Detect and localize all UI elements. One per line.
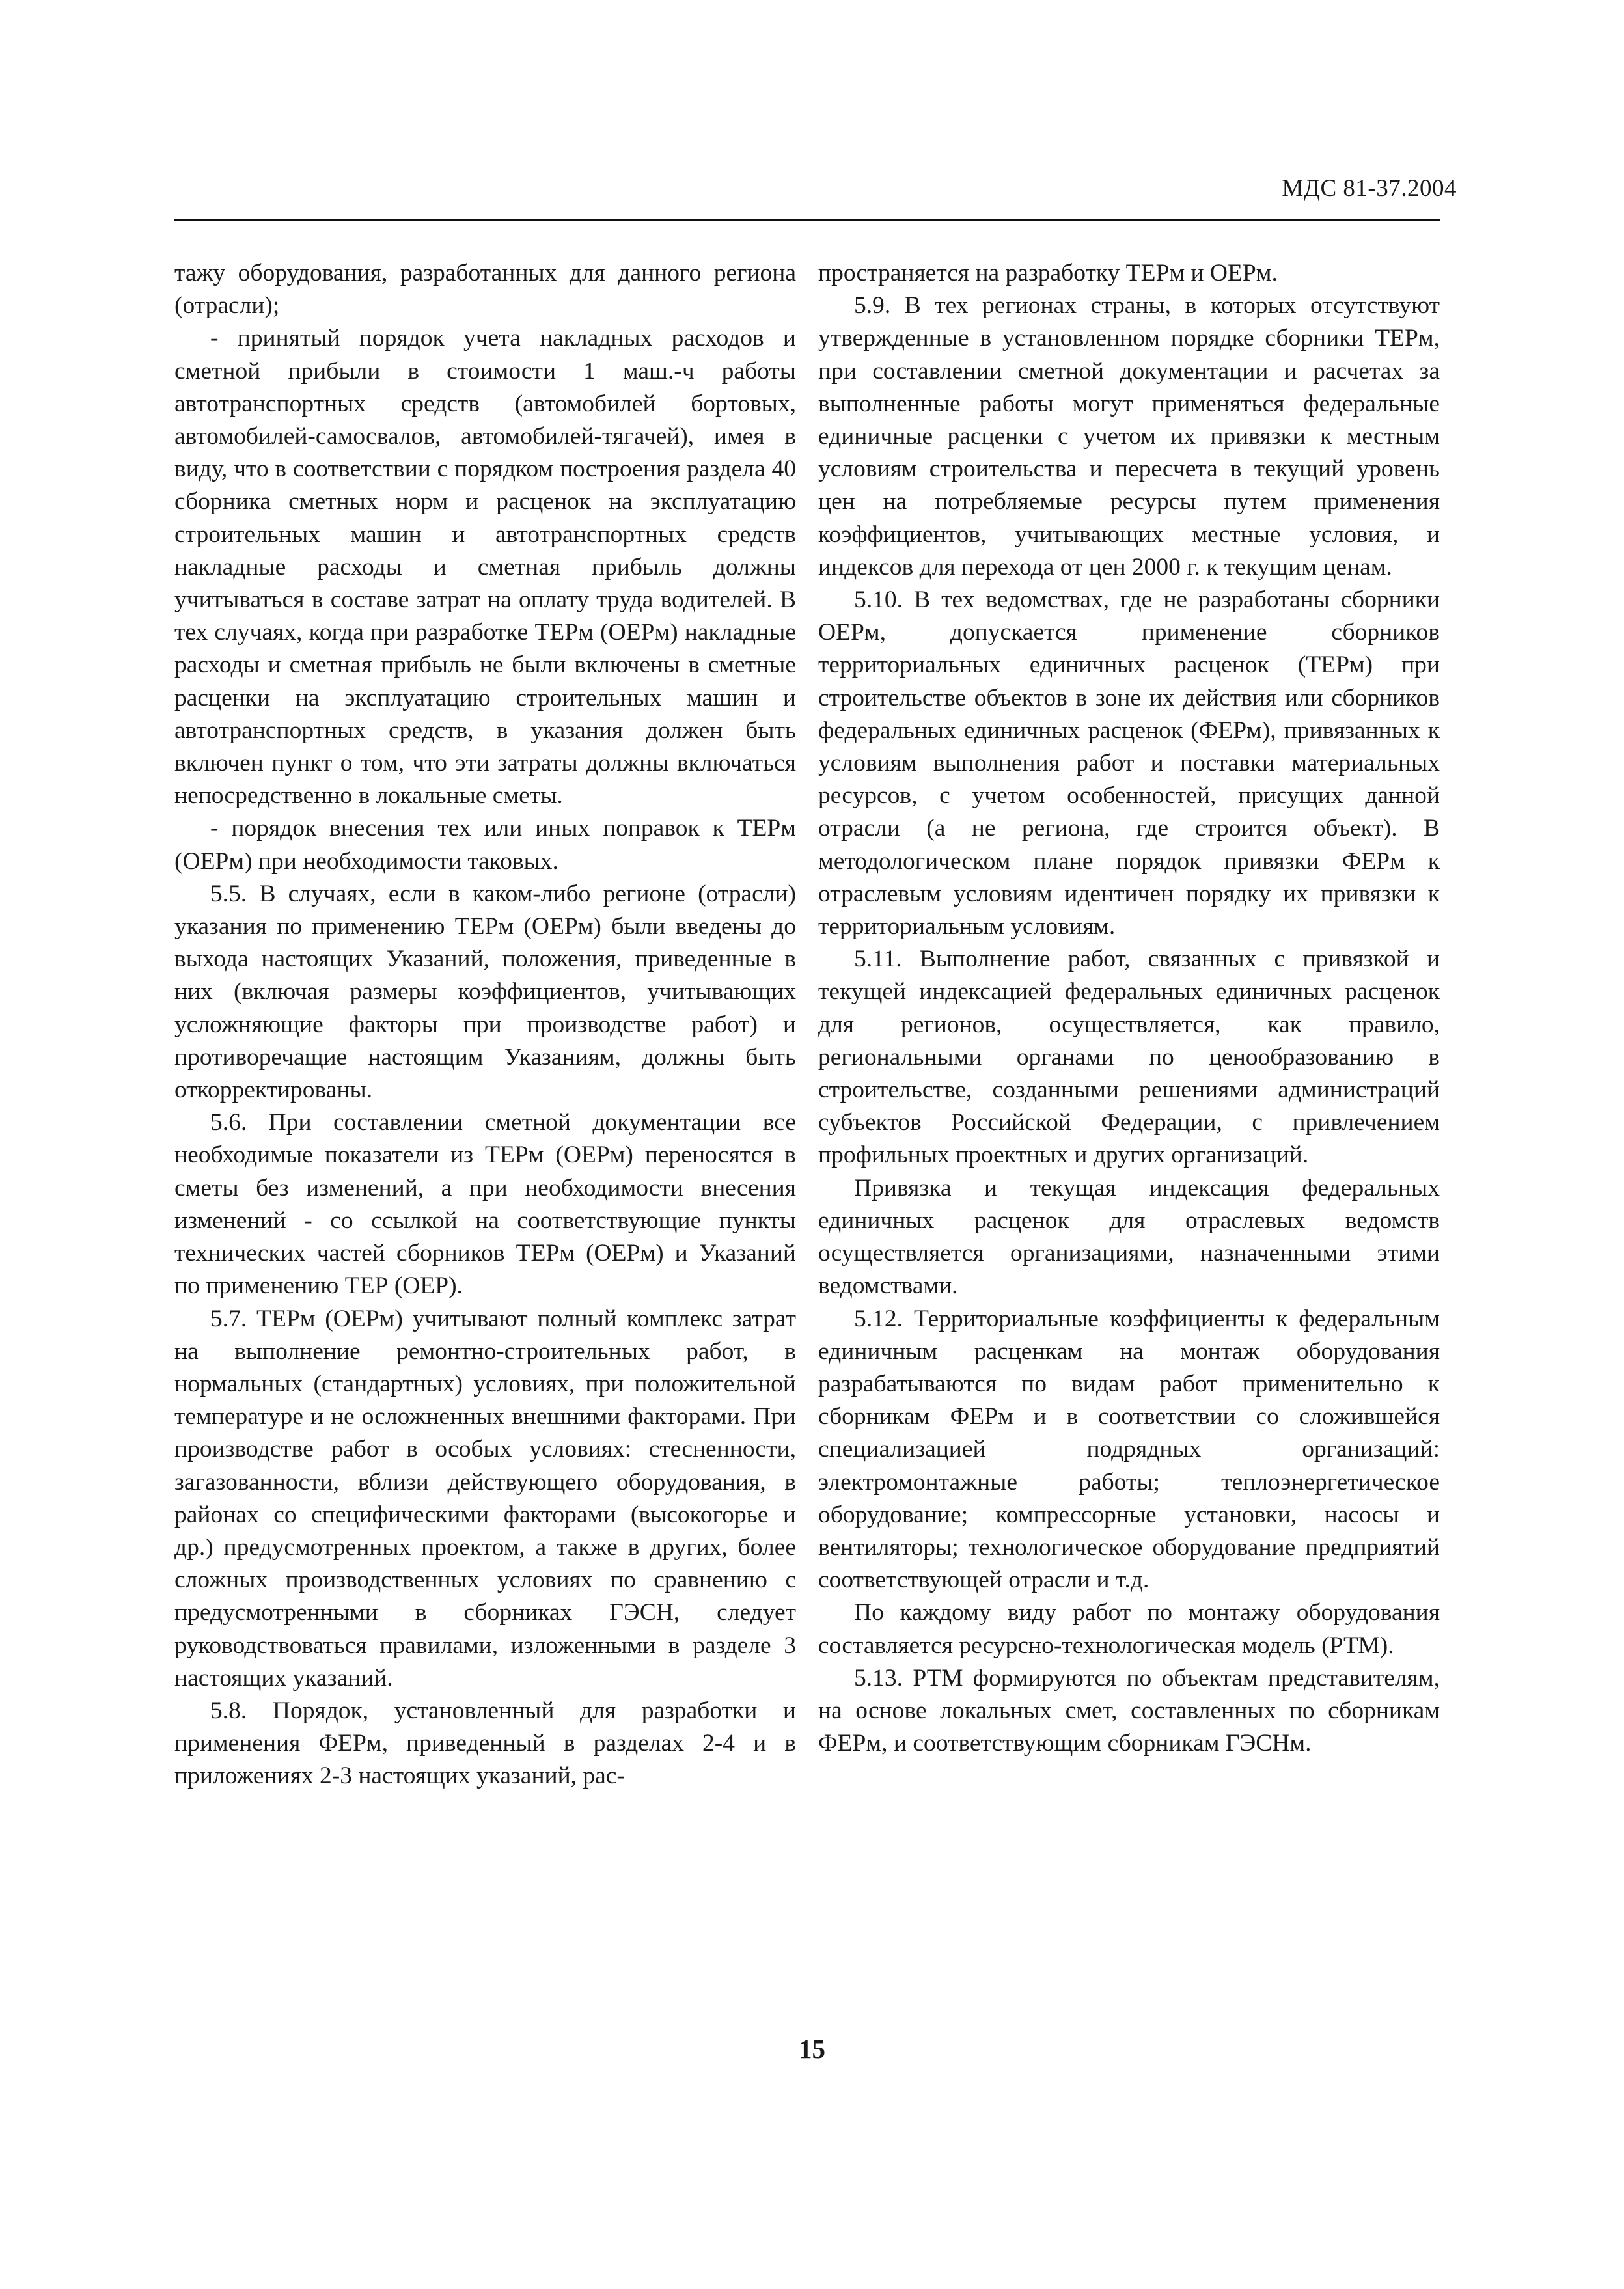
left-column (174, 257, 796, 1793)
paragraph: По каждому виду работ по монтажу оборудования составляется ресурсно-технологическая модель (РТМ). (818, 1599, 1440, 1659)
paragraph: Привязка и текущая индексация федеральных единичных расценок для отраслевых ведомств осуществляется организациями, назначенными этими ведомствами. (818, 1174, 1440, 1300)
paragraph: 5.8. Порядок, установленный для разработки и применения ФЕРм, приведенный в разделах 2-4 и в приложениях 2-3 настоящих указаний, рас- (174, 1697, 796, 1790)
header-rule (174, 219, 1440, 221)
paragraph: 5.13. РТМ формируются по объектам представителям, на основе локальных смет, составленных по сборникам ФЕРм, и соответствующим сборникам ГЭСНм. (818, 1664, 1440, 1757)
paragraph: 5.12. Территориальные коэффициенты к федеральным единичным расценкам на монтаж оборудования разрабатываются по видам работ применительно к сборникам ФЕРм и в соответствии со сложившейся специализацией подрядных организаций: электромонтажные работы; теплоэнергетическое оборудование; компрессорные установки, насосы и вентиляторы; технологическое оборудование предприятий соответствующей отрасли и т.д. (818, 1305, 1440, 1594)
paragraph: пространяется на разработку ТЕРм и ОЕРм. (818, 260, 1278, 286)
right-column (818, 257, 1440, 1760)
paragraph: 5.11. Выполнение работ, связанных с привязкой и текущей индексацией федеральных единичных расценок для регионов, осуществляется, как правило, региональными органами по ценообразованию в строительстве, созданными решениями администраций субъектов Российской Федерации, с привлечением профильных проектных и других организаций. (818, 946, 1440, 1169)
paragraph: 5.7. ТЕРм (ОЕРм) учитывают полный комплекс затрат на выполнение ремонтно-строительных работ, в нормальных (стандартных) условиях, при положительной температуре и не осложненных внешними факторами. При производстве работ в особых условиях: стесненности, загазованности, вблизи действующего оборудования, в районах со специфическими факторами (высокогорье и др.) предусмотренных проектом, а также в других, более сложных производственных условиях по сравнению с предусмотренными в сборниках ГЭСН, следует руководствоваться правилами, изложенными в разделе 3 настоящих указаний. (174, 1305, 796, 1692)
paragraph: 5.10. В тех ведомствах, где не разработаны сборники ОЕРм, допускается применение сборников территориальных единичных расценок (ТЕРм) при строительстве объектов в зоне их действия или сборников федеральных единичных расценок (ФЕРм), привязанных к условиям выполнения работ и поставки материальных ресурсов, с учетом особенностей, присущих данной отрасли (а не региона, где строится объект). В методологическом плане порядок привязки ФЕРм к отраслевым условиям идентичен порядку их привязки к территориальным условиям. (818, 586, 1440, 940)
page-number: 15 (799, 2034, 825, 2064)
paragraph: 5.9. В тех регионах страны, в которых отсутствуют утвержденные в установленном порядке сборники ТЕРм, при составлении сметной документации и расчетах за выполненные работы могут применяться федеральные единичные расценки с учетом их привязки к местным условиям строительства и пересчета в текущий уровень цен на потребляемые ресурсы путем применения коэффициентов, учитывающих местные условия, и индексов для перехода от цен 2000 г. к текущим ценам. (818, 292, 1440, 581)
paragraph: - принятый порядок учета накладных расходов и сметной прибыли в стоимости 1 маш.-ч работы автотранспортных средств (автомобилей бортовых, автомобилей-самосвалов, автомобилей-тягачей), имея в виду, что в соответствии с порядком построения раздела 40 сборника сметных норм и расценок на эксплуатацию строительных машин и автотранспортных средств накладные расходы и сметная прибыль должны учитываться в составе затрат на оплату труда водителей. В тех случаях, когда при разработке ТЕРм (ОЕРм) накладные расходы и сметная прибыль не были включены в сметные расценки на эксплуатацию строительных машин и автотранспортных средств, в указания должен быть включен пункт о том, что эти затраты должны включаться непосредственно в локальные сметы. (174, 325, 796, 810)
paragraph: 5.5. В случаях, если в каком-либо регионе (отрасли) указания по применению ТЕРм (ОЕРм) были введены до выхода настоящих Указаний, положения, приведенные в них (включая размеры коэффициентов, учитывающих усложняющие факторы при производстве работ) и противоречащие настоящим Указаниям, должны быть откорректированы. (174, 880, 796, 1104)
paragraph: тажу оборудования, разработанных для данного региона (отрасли); (174, 260, 796, 320)
paragraph: 5.6. При составлении сметной документации все необходимые показатели из ТЕРм (ОЕРм) переносятся в сметы без изменений, а при необходимости внесения изменений - со ссылкой на соответствующие пункты технических частей сборников ТЕРм (ОЕРм) и Указаний по применению ТЕР (ОЕР). (174, 1109, 796, 1300)
paragraph: - порядок внесения тех или иных поправок к ТЕРм (ОЕРм) при необходимости таковых. (174, 815, 796, 875)
document-code: МДС 81-37.2004 (1282, 175, 1457, 202)
